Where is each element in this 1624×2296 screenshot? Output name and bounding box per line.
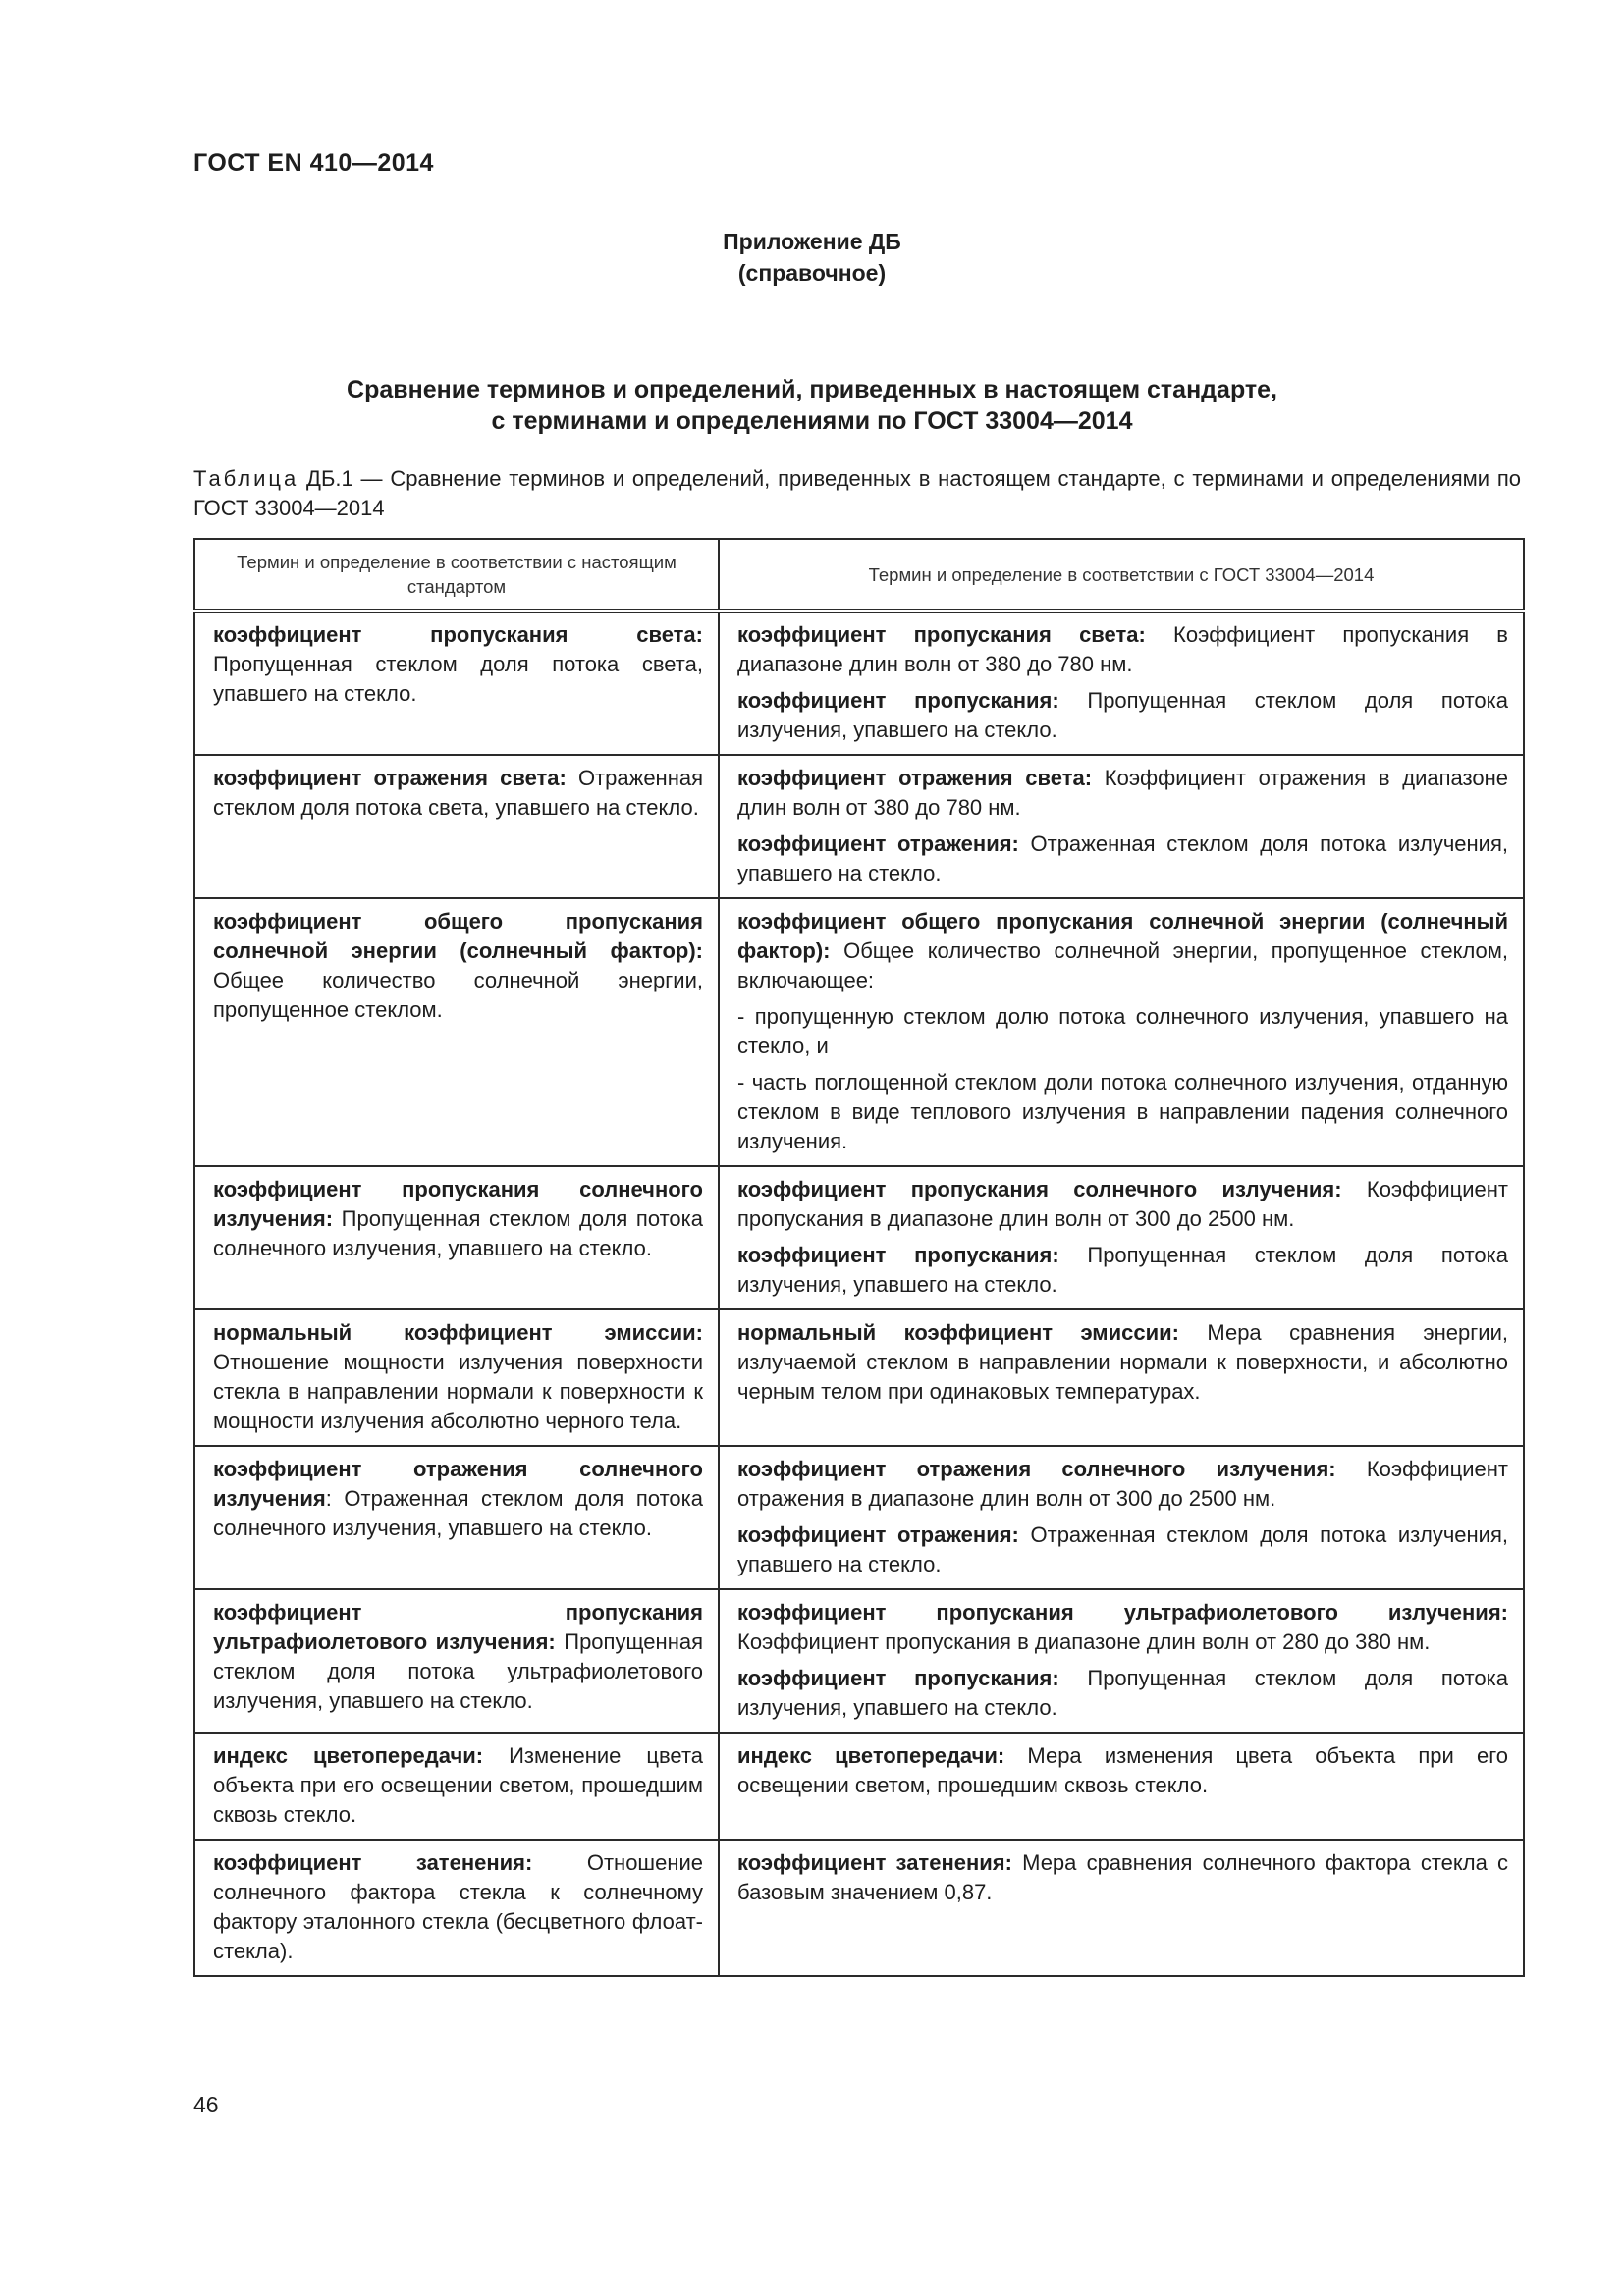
terms-comparison-table (193, 538, 1525, 1977)
term-name: коэффициент отражения света: (213, 766, 567, 790)
term-name: индекс цветопередачи: (737, 1743, 1005, 1768)
term-definition: Коэффициент отражения в диапазоне длин волн от 380 до 780 нм. (737, 766, 1508, 820)
term-definition: - пропущенную стеклом долю потока солнечного излучения, упавшего на стекло, и (737, 1004, 1508, 1058)
term-name: коэффициент отражения света: (737, 766, 1093, 790)
term-definition: Коэффициент пропускания в диапазоне длин волн от 300 до 2500 нм. (737, 1177, 1508, 1231)
definition-paragraph (737, 1848, 1508, 1907)
term-name: коэффициент пропускания: (737, 1666, 1059, 1690)
table-header-row (194, 539, 1524, 611)
appendix-heading (0, 226, 1624, 289)
term-definition: Отраженная стеклом доля потока излучения, упавшего на стекло. (737, 831, 1508, 885)
term-definition: Пропущенная стеклом доля потока излучения, упавшего на стекло. (737, 1243, 1508, 1297)
term-name: коэффициент общего пропускания солнечной энергии (солнечный фактор): (737, 909, 1508, 963)
cell-this-standard (194, 1589, 719, 1733)
appendix-title: Приложение ДБ (723, 229, 901, 254)
table-row (194, 1840, 1524, 1976)
term-name: коэффициент затенения: (213, 1850, 533, 1875)
cell-this-standard (194, 1446, 719, 1589)
term-definition: Изменение цвета объекта при его освещении светом, прошедшим сквозь стекло. (213, 1743, 704, 1827)
definition-paragraph (737, 1002, 1508, 1061)
cell-gost-33004 (719, 755, 1524, 898)
term-name: нормальный коэффициент эмиссии: (737, 1320, 1179, 1345)
definition-paragraph (213, 1848, 703, 1966)
term-name: коэффициент пропускания ультрафиолетового излучения: (737, 1600, 1508, 1625)
cell-gost-33004 (719, 898, 1524, 1166)
table-row (194, 898, 1524, 1166)
term-definition: Отношение мощности излучения поверхности стекла в направлении нормали к поверхности к мощности излучения абсолютно черного тела. (213, 1350, 703, 1433)
definition-paragraph (737, 620, 1508, 679)
term-definition: Мера сравнения энергии, излучаемой стеклом в направлении нормали к поверхности, и абсолютно черным телом при одинаковых температурах. (737, 1320, 1508, 1404)
definition-paragraph (737, 1664, 1508, 1723)
cell-gost-33004 (719, 1446, 1524, 1589)
term-name: коэффициент отражения солнечного излучения: (737, 1457, 1336, 1481)
cell-gost-33004 (719, 611, 1524, 755)
term-name: коэффициент пропускания света: (737, 622, 1146, 647)
cell-this-standard (194, 755, 719, 898)
page-title-line-2: с терминами и определениями по ГОСТ 33004—2014 (491, 407, 1133, 435)
term-definition: Коэффициент пропускания в диапазоне длин волн от 280 до 380 нм. (737, 1629, 1431, 1654)
definition-paragraph (213, 1741, 703, 1830)
definition-paragraph (737, 907, 1508, 995)
term-name: коэффициент пропускания: (737, 688, 1059, 713)
definition-paragraph (737, 1241, 1508, 1300)
term-definition: Отношение солнечного фактора стекла к солнечному фактору эталонного стекла (бесцветного флоат-стекла). (213, 1850, 703, 1963)
column-header-this-standard: Термин и определение в соответствии с настоящим стандартом (194, 539, 719, 611)
table-row (194, 1309, 1524, 1446)
cell-this-standard (194, 1733, 719, 1840)
table-caption (193, 464, 1521, 523)
term-definition: Общее количество солнечной энергии, пропущенное стеклом. (213, 968, 703, 1022)
definition-paragraph (737, 1521, 1508, 1579)
page-title-line-1: Сравнение терминов и определений, приведенных в настоящем стандарте, (347, 376, 1277, 403)
term-definition: Мера сравнения солнечного фактора стекла с базовым значением 0,87. (737, 1850, 1508, 1904)
definition-paragraph (737, 1175, 1508, 1234)
term-name: коэффициент пропускания света: (213, 622, 703, 647)
term-name: коэффициент пропускания: (737, 1243, 1059, 1267)
table-row (194, 1589, 1524, 1733)
table-body (194, 611, 1524, 1976)
cell-this-standard (194, 1840, 719, 1976)
term-name: коэффициент отражения: (737, 831, 1019, 856)
cell-this-standard (194, 898, 719, 1166)
definition-paragraph (737, 1318, 1508, 1407)
term-definition: Пропущенная стеклом доля потока ультрафиолетового излучения, упавшего на стекло. (213, 1629, 703, 1713)
term-name: коэффициент отражения: (737, 1522, 1019, 1547)
definition-paragraph (737, 829, 1508, 888)
definition-paragraph (213, 1598, 703, 1716)
table-row (194, 755, 1524, 898)
term-name: коэффициент затенения: (737, 1850, 1012, 1875)
cell-this-standard (194, 611, 719, 755)
term-definition: Коэффициент отражения в диапазоне длин волн от 300 до 2500 нм. (737, 1457, 1508, 1511)
cell-this-standard (194, 1309, 719, 1446)
term-definition: Пропущенная стеклом доля потока излучения, упавшего на стекло. (737, 1666, 1508, 1720)
term-definition: Коэффициент пропускания в диапазоне длин волн от 380 до 780 нм. (737, 622, 1508, 676)
term-name: коэффициент пропускания солнечного излучения: (737, 1177, 1342, 1201)
definition-paragraph (213, 1455, 703, 1543)
cell-gost-33004 (719, 1309, 1524, 1446)
table-row (194, 1446, 1524, 1589)
term-name: коэффициент пропускания ультрафиолетового излучения: (213, 1600, 703, 1654)
cell-this-standard (194, 1166, 719, 1309)
cell-gost-33004 (719, 1589, 1524, 1733)
table-row (194, 611, 1524, 755)
term-definition: - часть поглощенной стеклом доли потока солнечного излучения, отданную стеклом в виде теплового излучения в направлении падения солнечного излучения. (737, 1070, 1508, 1153)
appendix-subtitle: (справочное) (737, 260, 887, 286)
column-header-gost-33004: Термин и определение в соответствии с ГОСТ 33004—2014 (719, 539, 1524, 611)
page-number: 46 (193, 2092, 219, 2117)
definition-paragraph (737, 1598, 1508, 1657)
term-name: коэффициент отражения солнечного излучения (213, 1457, 703, 1511)
definition-paragraph (213, 907, 703, 1025)
cell-gost-33004 (719, 1166, 1524, 1309)
table-row (194, 1166, 1524, 1309)
cell-gost-33004 (719, 1840, 1524, 1976)
term-definition: Общее количество солнечной энергии, пропущенное стеклом, включающее: (737, 938, 1508, 992)
definition-paragraph (213, 764, 703, 823)
term-definition: Отраженная стеклом доля потока излучения, упавшего на стекло. (737, 1522, 1508, 1576)
definition-paragraph (213, 620, 703, 709)
term-name: коэффициент пропускания солнечного излучения: (213, 1177, 703, 1231)
cell-gost-33004 (719, 1733, 1524, 1840)
definition-paragraph (737, 1068, 1508, 1156)
term-definition: Мера изменения цвета объекта при его освещении светом, прошедшим сквозь стекло. (737, 1743, 1509, 1797)
term-name: нормальный коэффициент эмиссии: (213, 1320, 703, 1345)
term-definition: Пропущенная стеклом доля потока излучения, упавшего на стекло. (737, 688, 1508, 742)
term-definition: Пропущенная стеклом доля потока солнечного излучения, упавшего на стекло. (213, 1206, 703, 1260)
definition-paragraph (213, 1175, 703, 1263)
definition-paragraph (737, 686, 1508, 745)
term-name: коэффициент общего пропускания солнечной энергии (солнечный фактор): (213, 909, 703, 963)
term-definition: Отраженная стеклом доля потока света, упавшего на стекло. (213, 766, 704, 820)
definition-paragraph (213, 1318, 703, 1436)
table-caption-label: Таблица (193, 466, 299, 491)
table-caption-text: ДБ.1 — Сравнение терминов и определений, приведенных в настоящем стандарте, с терминами и определениями по ГОСТ 33004—2014 (193, 466, 1521, 520)
definition-paragraph (737, 764, 1508, 823)
document-code: ГОСТ EN 410—2014 (193, 149, 434, 177)
table-row (194, 1733, 1524, 1840)
definition-paragraph (737, 1741, 1508, 1800)
page-title (0, 374, 1624, 437)
term-name: индекс цветопередачи: (213, 1743, 484, 1768)
term-definition: Пропущенная стеклом доля потока света, упавшего на стекло. (213, 652, 703, 706)
definition-paragraph (737, 1455, 1508, 1514)
term-definition: : Отраженная стеклом доля потока солнечного излучения, упавшего на стекло. (213, 1486, 703, 1540)
